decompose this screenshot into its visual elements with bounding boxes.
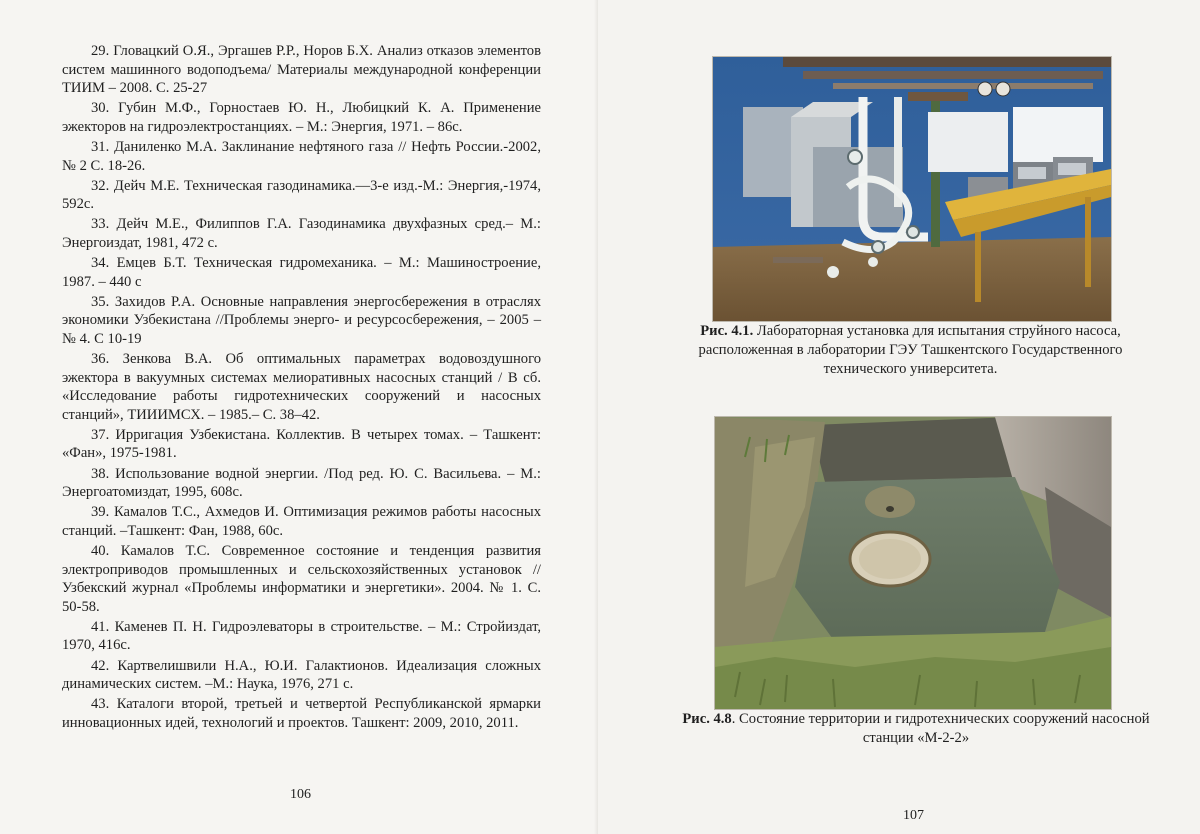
figure-caption-text: . Состояние территории и гидротехнических сооружений насосной станции «М-2-2» — [731, 711, 1150, 746]
figure-caption-4-8 — [676, 710, 1156, 748]
figure-caption-text: Лабораторная установка для испытания струйного насоса, расположенная в лаборатории ГЭУ Ташкентского Государственного технического университета. — [698, 323, 1123, 377]
reference-item: 34. Емцев Б.Т. Техническая гидромеханика. – М.: Машиностроение, 1987. – 440 с — [62, 255, 541, 290]
reference-item: 35. Захидов Р.А. Основные направления энергосбережения в отраслях экономики Узбекистана //Проблемы энерго- и ресурсосбережения, – 2005 – № 4. С 10-19 — [62, 293, 541, 347]
page-number: 107 — [903, 808, 924, 823]
page-number: 106 — [290, 787, 311, 802]
figure-label: Рис. 4.1. — [700, 323, 754, 339]
reference-item: 39. Камалов Т.С., Ахмедов И. Оптимизация режимов работы насосных станций. –Ташкент: Фан, 1988, 60с. — [62, 504, 541, 539]
reference-item: 37. Ирригация Узбекистана. Коллектив. В четырех томах. – Ташкент: «Фан», 1975-1981. — [62, 426, 541, 462]
lab-setup-photo — [712, 56, 1112, 322]
reference-item: 42. Картвелишвили Н.А., Ю.И. Галактионов. Идеализация сложных динамических систем. –М.: Наука, 1976, 271 с. — [62, 657, 541, 693]
reference-item: 40. Камалов Т.С. Современное состояние и тенденция развития электроприводов промышленных и сельскохозяйственных установок // Узбекский журнал «Проблемы информатики и энергетики». 2004. № 1. С. 50-58. — [62, 542, 541, 615]
reference-item: 30. Губин М.Ф., Горностаев Ю. Н., Любицкий К. А. Применение эжекторов на гидроэлектростанциях. – М.: Энергия, 1971. – 86с. — [62, 100, 541, 135]
reference-item: 38. Использование водной энергии. /Под ред. Ю. С. Васильева. – М.: Энергоатомиздат, 1995, 608с. — [62, 465, 541, 501]
reference-item: 32. Дейч М.Е. Техническая газодинамика.—3-е изд.-М.: Энергия,-1974, 592с. — [62, 177, 541, 213]
figure-label: Рис. 4.8 — [682, 711, 732, 727]
figure-caption-4-1 — [668, 322, 1153, 378]
pump-station-photo — [714, 416, 1112, 710]
reference-item: 36. Зенкова В.А. Об оптимальных параметрах водовоздушного эжектора в вакуумных системах мелиоративных насосных станций / В сб. «Исследование работы гидротехнических сооружений и насосных станций», ТИИИМСХ. – 1985.– С. 38–42. — [62, 351, 541, 423]
left-page — [0, 0, 598, 834]
reference-item: 31. Даниленко М.А. Заклинание нефтяного газа // Нефть России.-2002, № 2 С. 18-26. — [62, 138, 541, 174]
reference-item: 43. Каталоги второй, третьей и четвертой Республиканской ярмарки инновационных идей, технологий и проектов. Ташкент: 2009, 2010, 2011. — [62, 696, 541, 731]
reference-item: 33. Дейч М.Е., Филиппов Г.А. Газодинамика двухфазных сред.– М.: Энергоиздат, 1981, 472 с. — [62, 216, 541, 251]
reference-item: 41. Каменев П. Н. Гидроэлеваторы в строительстве. – М.: Стройиздат, 1970, 416с. — [62, 618, 541, 654]
reference-list — [62, 42, 541, 734]
reference-item: 29. Гловацкий О.Я., Эргашев Р.Р., Норов Б.Х. Анализ отказов элементов систем машинного водоподъема/ Материалы международной конференции ТИИМ – 2008. С. 25-27 — [62, 43, 541, 97]
